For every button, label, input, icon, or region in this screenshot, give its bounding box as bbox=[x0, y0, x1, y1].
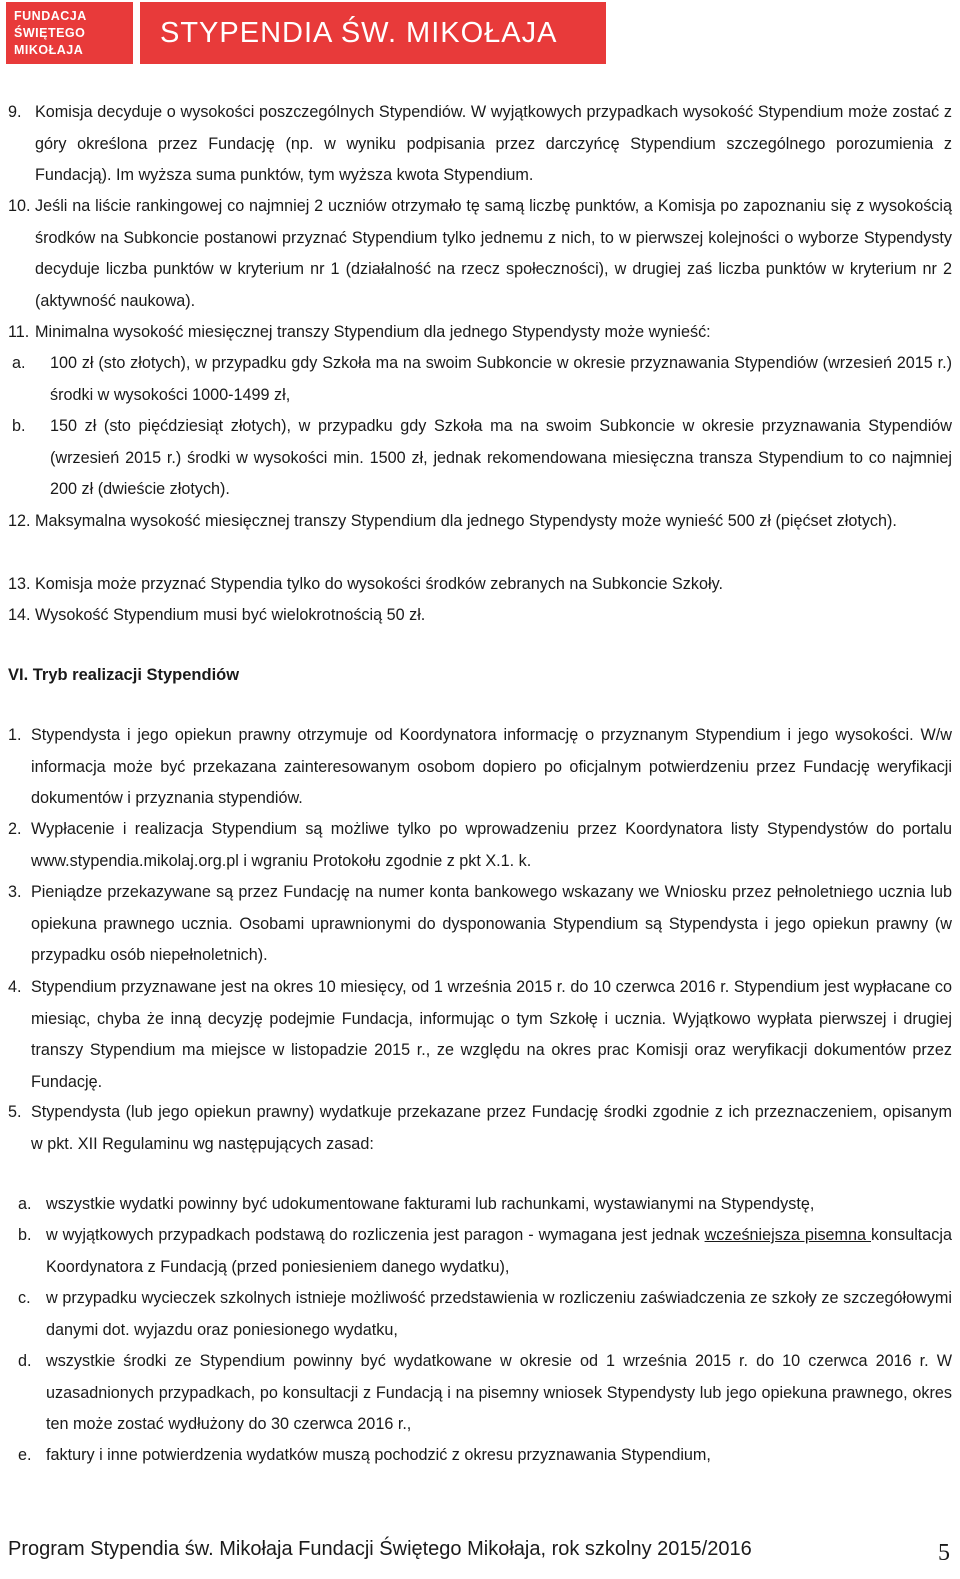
item-text: wszystkie wydatki powinny być udokumentowane fakturami lub rachunkami, wystawianymi na Stypendystę, bbox=[46, 1195, 815, 1213]
item-number: 9. bbox=[8, 103, 22, 121]
item-number: 5. bbox=[8, 1103, 22, 1121]
item-text bbox=[46, 1220, 952, 1283]
item-letter: d. bbox=[18, 1352, 32, 1370]
item-text: Jeśli na liście rankingowej co najmniej 2 uczniów otrzymało tę samą liczbę punktów, a Komisja po zapoznaniu się z wysokością środków na Subkoncie postanowi przyznać Stypendium tylko jednemu z nich, to w pierwszej kolejności o wyborze Stypendysty decyduje liczba punktów w kryterium nr 1 (działalność na rzecz społeczności), w drugiej zaś liczba punktów w kryterium nr 2 (aktywność naukowa). bbox=[35, 197, 952, 310]
item-text: 150 zł (sto pięćdziesiąt złotych), w przypadku gdy Szkoła ma na swoim Subkoncie w okresie przyznawania Stypendiów (wrzesień 2015 r.) środki w wysokości min. 1500 zł, jednak rekomendowana miesięczna transza Stypendium to co najmniej 200 zł (dwieście złotych). bbox=[50, 417, 952, 498]
item-letter: e. bbox=[18, 1446, 32, 1464]
list-item bbox=[8, 972, 952, 1098]
list-item bbox=[8, 191, 952, 317]
logo-line-1: FUNDACJA bbox=[14, 9, 87, 23]
list-item bbox=[18, 1346, 952, 1441]
item-letter: a. bbox=[18, 1195, 32, 1213]
text-part: konsultacja Koordynatora z Fundacją (przed poniesieniem danego wydatku), bbox=[46, 1226, 952, 1276]
item-text: Wypłacenie i realizacja Stypendium są możliwe tylko po wprowadzeniu przez Koordynatora listy Stypendystów do portalu www.stypendia.mikolaj.org.pl i wgraniu Protokołu zgodnie z pkt X.1. k. bbox=[31, 820, 952, 870]
item-letter: b. bbox=[18, 1226, 32, 1244]
item-number: 10. bbox=[8, 197, 31, 215]
item-number: 13. bbox=[8, 575, 31, 593]
list-item bbox=[18, 1189, 952, 1221]
item-letter: c. bbox=[18, 1289, 31, 1307]
item-number: 3. bbox=[8, 883, 22, 901]
list-item bbox=[8, 814, 952, 877]
item-number: 2. bbox=[8, 820, 22, 838]
list-item bbox=[8, 569, 952, 601]
item-number: 1. bbox=[8, 726, 22, 744]
foundation-logo bbox=[6, 2, 133, 64]
list-item bbox=[8, 720, 952, 815]
logo-line-3: MIKOŁAJA bbox=[14, 43, 84, 57]
list-item bbox=[12, 348, 952, 411]
item-text: Wysokość Stypendium musi być wielokrotnością 50 zł. bbox=[35, 606, 426, 624]
list-item bbox=[8, 877, 952, 972]
item-text: Minimalna wysokość miesięcznej transzy Stypendium dla jednego Stypendysty może wynieść: bbox=[35, 323, 711, 341]
text-part: w wyjątkowych przypadkach podstawą do rozliczenia jest paragon - wymagana jest jednak bbox=[46, 1226, 705, 1244]
list-item bbox=[8, 1097, 952, 1160]
item-number: 4. bbox=[8, 978, 22, 996]
item-letter: b. bbox=[12, 417, 26, 435]
item-letter: a. bbox=[12, 354, 26, 372]
item-text: faktury i inne potwierdzenia wydatków muszą pochodzić z okresu przyznawania Stypendium, bbox=[46, 1446, 711, 1464]
list-item bbox=[18, 1440, 952, 1472]
item-text: w przypadku wycieczek szkolnych istnieje możliwość przedstawienia w rozliczeniu zaświadczenia ze szkoły ze szczegółowymi danymi dot. wyjazdu oraz poniesionego wydatku, bbox=[46, 1289, 952, 1339]
section-title: VI. Tryb realizacji Stypendiów bbox=[8, 666, 240, 684]
underlined-text: wcześniejsza pisemna bbox=[704, 1226, 871, 1244]
item-text: Pieniądze przekazywane są przez Fundację na numer konta bankowego wskazany we Wniosku przez pełnoletniego ucznia lub opiekuna prawnego ucznia. Osobami uprawnionymi do dysponowania Stypendium są Stypendysta i jego opiekun prawny (w przypadku osób niepełnoletnich). bbox=[31, 883, 952, 964]
page-footer: Program Stypendia św. Mikołaja Fundacji Świętego Mikołaja, rok szkolny 2015/2016 bbox=[8, 1538, 752, 1560]
item-number: 11. bbox=[8, 323, 30, 341]
item-text: Komisja decyduje o wysokości poszczególnych Stypendiów. W wyjątkowych przypadkach wysokość Stypendium może zostać z góry określona przez Fundację (np. w wyniku podpisania przez darczyńcę Stypendium szczególnego porozumienia z Fundacją). Im wyższa suma punktów, tym wyższa kwota Stypendium. bbox=[35, 103, 952, 184]
list-item bbox=[12, 411, 952, 506]
item-text: 100 zł (sto złotych), w przypadku gdy Szkoła ma na swoim Subkoncie w okresie przyznawania Stypendiów (wrzesień 2015 r.) środki w wysokości 1000-1499 zł, bbox=[50, 354, 952, 404]
program-banner: STYPENDIA ŚW. MIKOŁAJA bbox=[140, 2, 606, 64]
item-number: 14. bbox=[8, 606, 31, 624]
logo-line-2: ŚWIĘTEGO bbox=[14, 26, 86, 40]
list-item bbox=[18, 1283, 952, 1346]
list-item bbox=[8, 600, 952, 632]
list-item bbox=[8, 506, 952, 538]
document-header bbox=[6, 2, 606, 66]
item-text: wszystkie środki ze Stypendium powinny być wydatkowane w okresie od 1 września 2015 r. do 10 czerwca 2016 r. W uzasadnionych przypadkach, po konsultacji z Fundacją i na pisemny wniosek Stypendysty lub jego opiekuna prawnego, okres ten może zostać wydłużony do 30 czerwca 2016 r., bbox=[46, 1352, 952, 1433]
list-item bbox=[18, 1220, 952, 1283]
item-text: Stypendium przyznawane jest na okres 10 miesięcy, od 1 września 2015 r. do 10 czerwca 2016 r. Stypendium jest wypłacane co miesiąc, chyba że inną decyzję podejmie Fundacja, informując o tym Szkołę i ucznia. Wyjątkowo wypłata pierwszej i drugiej transzy Stypendium ma miejsce w listopadzie 2015 r., ze względu na okres prac Komisji oraz weryfikacji dokumentów przez Fundację. bbox=[31, 978, 952, 1091]
item-number: 12. bbox=[8, 512, 31, 530]
list-item bbox=[8, 97, 952, 192]
page-number: 5 bbox=[938, 1540, 950, 1566]
item-text: Stypendysta i jego opiekun prawny otrzymuje od Koordynatora informację o przyznanym Stypendium i jego wysokości. W/w informacja może być przekazana zainteresowanym osobom dopiero po oficjalnym potwierdzeniu przez Fundację weryfikacji dokumentów i przyznania stypendiów. bbox=[31, 726, 952, 807]
item-text: Stypendysta (lub jego opiekun prawny) wydatkuje przekazane przez Fundację środki zgodnie z ich przeznaczeniem, opisanym w pkt. XII Regulaminu wg następujących zasad: bbox=[31, 1103, 952, 1153]
item-text: Maksymalna wysokość miesięcznej transzy Stypendium dla jednego Stypendysty może wynieść 500 zł (pięćset złotych). bbox=[35, 512, 897, 530]
item-text: Komisja może przyznać Stypendia tylko do wysokości środków zebranych na Subkoncie Szkoły. bbox=[35, 575, 723, 593]
list-item bbox=[8, 317, 952, 349]
